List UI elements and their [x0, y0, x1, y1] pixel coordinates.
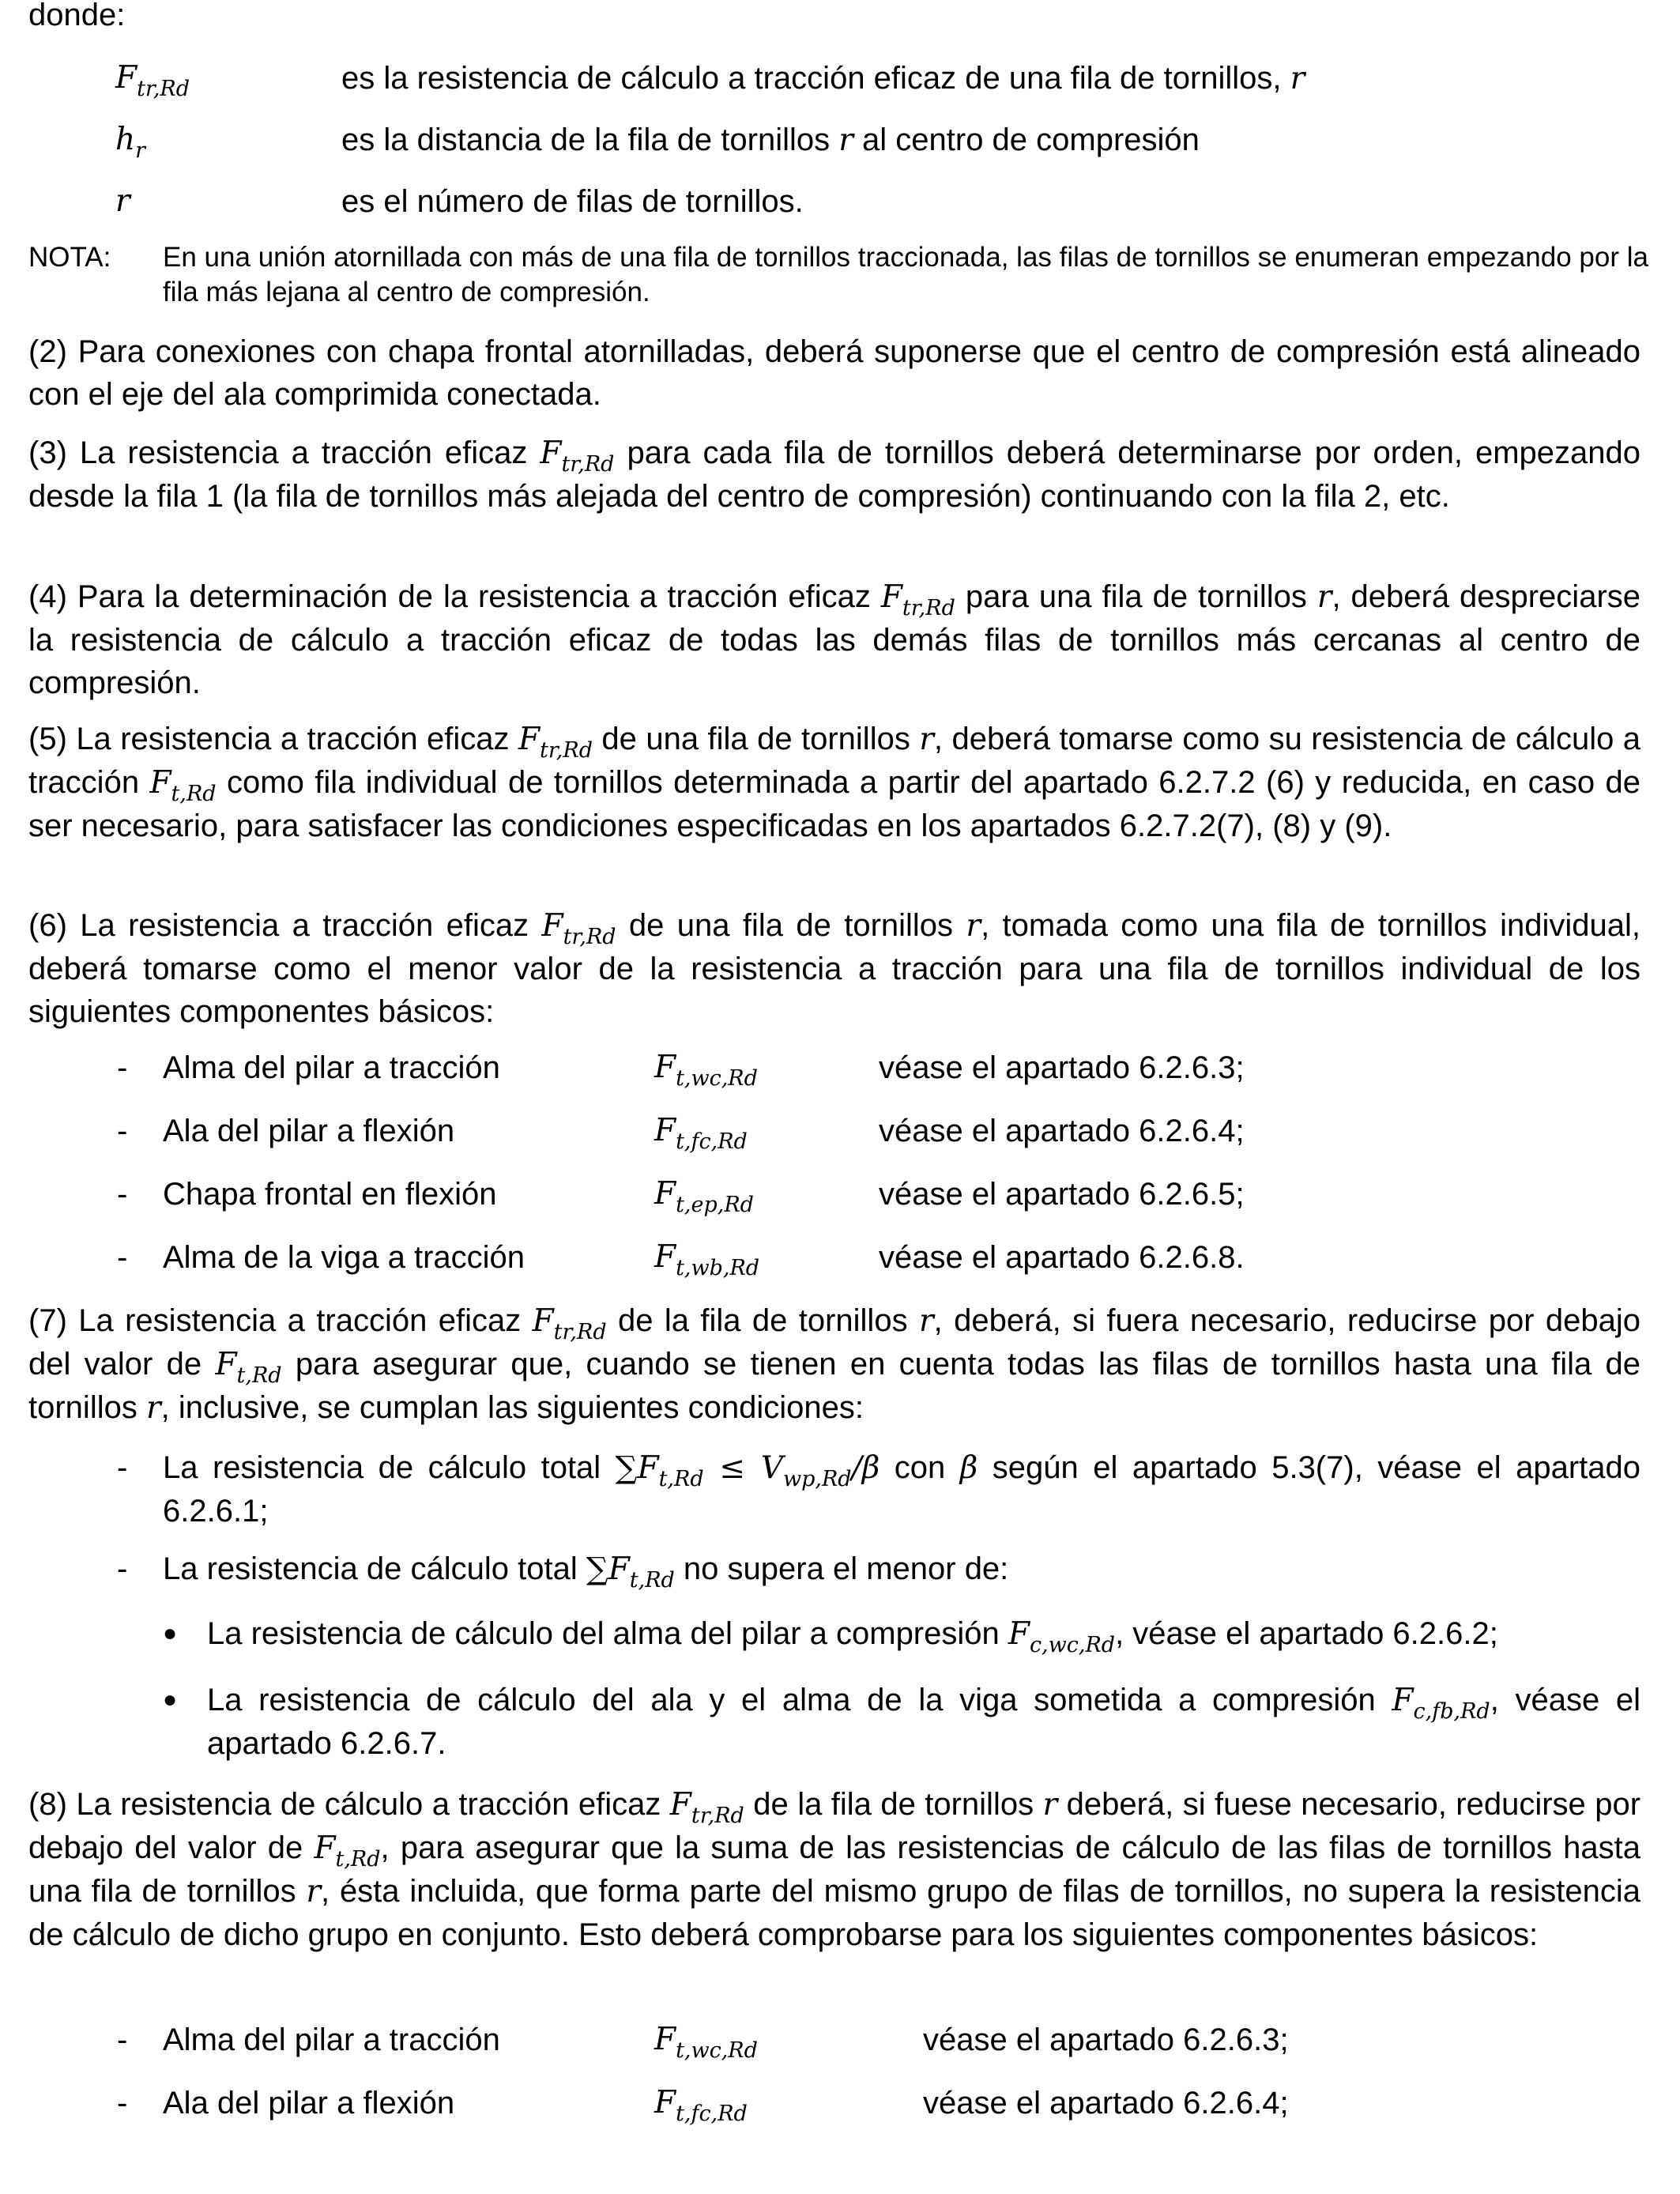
- symbol-F-t-Rd: $F_{t,Rd}$: [149, 765, 217, 806]
- symbol-F-tr-Rd: $F_{tr,Rd}$: [541, 908, 616, 949]
- symbol-F-tr-Rd: $F_{tr,Rd}$: [880, 579, 955, 620]
- intro-text: donde:: [28, 0, 126, 32]
- paragraph-2: (2) Para conexiones con chapa frontal atornilladas, deberá suponerse que el centro de compresión está alineado con el eje del ala comprimida conectada.: [28, 334, 1640, 412]
- definition-symbol: $h_r$: [115, 122, 146, 163]
- component-row: - Alma del pilar a tracción $F_{t,wc,Rd}$ véase el apartado 6.2.6.3;: [117, 1050, 1245, 1091]
- definition-row: [0, 119, 1680, 166]
- component-row: - Chapa frontal en flexión $F_{t,ep,Rd}$ véase el apartado 6.2.6.5;: [117, 1176, 1245, 1217]
- component-row: - Ala del pilar a flexión $F_{t,fc,Rd}$ véase el apartado 6.2.6.4;: [117, 1113, 1245, 1154]
- symbol-F-tr-Rd: $F_{tr,Rd}$: [669, 1787, 744, 1828]
- component-row: - Alma del pilar a tracción $F_{t,wc,Rd}$ véase el apartado 6.2.6.3;: [117, 2022, 1289, 2063]
- paragraph-4: (4) Para la determinación de la resistencia a tracción eficaz $F_{tr,Rd}$ para una fila de tornillos r, deberá despreciarse la resistencia de cálculo a tracción eficaz de todas las demás filas de tornillos más cercanas al centro de compresión.: [28, 579, 1641, 700]
- definition-row: [0, 180, 1680, 228]
- condition-2: La resistencia de cálculo total $\sum F_{t,Rd}$ no supera el menor de:: [163, 1551, 1009, 1593]
- symbol-F-t-Rd: $F_{t,Rd}$: [215, 1347, 282, 1388]
- bullet-2: La resistencia de cálculo del ala y el alma de la viga sometida a compresión $F_{c,fb,Rd}$, véase el apartado 6.2.6.7.: [207, 1683, 1640, 1761]
- bullet-dot: ●: [163, 1620, 178, 1646]
- note-text: En una unión atornillada con más de una fila de tornillos traccionada, las filas de tornillos se enumeran empezando por la fila más lejana al centro de compresión.: [163, 242, 1648, 307]
- bullet-dot: ●: [163, 1687, 178, 1713]
- component-row: - Alma de la viga a tracción $F_{t,wb,Rd}$ véase el apartado 6.2.6.8.: [117, 1239, 1245, 1280]
- symbol-F-c-wc-Rd: $F_{c,wc,Rd}$: [1008, 1616, 1116, 1657]
- component-row: - Ala del pilar a flexión $F_{t,fc,Rd}$ véase el apartado 6.2.6.4;: [117, 2085, 1289, 2126]
- paragraph-3: (3) La resistencia a tracción eficaz $F_{tr,Rd}$ para cada fila de tornillos deberá determinarse por orden, empezando desde la fila 1 (la fila de tornillos más alejada del centro de compresión) continuando con la fila 2, etc.: [28, 435, 1640, 514]
- symbol-F-tr-Rd: $F_{tr,Rd}$: [518, 722, 593, 763]
- list-dash: -: [117, 1450, 128, 1485]
- paragraph-5: (5) La resistencia a tracción eficaz $F_{tr,Rd}$ de una fila de tornillos r, deberá tomarse como su resistencia de cálculo a tracción $F_{t,Rd}$ como fila individual de tornillos determinada a partir del apartado 6.2.7.2 (6) y reducida, en caso de ser necesario, para satisfacer las condiciones especificadas en los apartados 6.2.7.2(7), (8) y (9).: [28, 722, 1641, 843]
- formula-sum: $\sum F_{t,Rd} \le V_{wp,Rd}/\beta$: [615, 1450, 880, 1491]
- bullet-1: La resistencia de cálculo del alma del pilar a compresión $F_{c,wc,Rd}$, véase el apartado 6.2.6.2;: [207, 1616, 1498, 1657]
- symbol-F-c-fb-Rd: $F_{c,fb,Rd}$: [1392, 1683, 1490, 1724]
- definition-row: [0, 57, 1680, 104]
- definition-symbol: r: [115, 183, 130, 219]
- definition-text: es la resistencia de cálculo a tracción eficaz de una fila de tornillos, r: [341, 61, 1305, 96]
- formula-sum: $\sum F_{t,Rd}$: [586, 1551, 675, 1593]
- definition-text: es la distancia de la fila de tornillos r al centro de compresión: [341, 123, 1200, 158]
- paragraph-7: (7) La resistencia a tracción eficaz $F_{tr,Rd}$ de la fila de tornillos r, deberá, si fuera necesario, reducirse por debajo del valor de $F_{t,Rd}$ para asegurar que, cuando se tienen en cuenta todas las filas de tornillos hasta una fila de tornillos r, inclusive, se cumplan las siguientes condiciones:: [28, 1303, 1640, 1426]
- symbol-F-tr-Rd: $F_{tr,Rd}$: [532, 1303, 607, 1344]
- list-dash: -: [117, 1551, 128, 1586]
- condition-1: La resistencia de cálculo total $\sum F_{t,Rd} \le V_{wp,Rd}/\beta$ con β según el apartado 5.3(7), véase el apartado 6.2.6.1;: [163, 1450, 1641, 1529]
- definition-text: es el número de filas de tornillos.: [341, 184, 804, 219]
- definition-symbol: $F_{tr,Rd}$: [115, 60, 190, 101]
- symbol-F-t-Rd: $F_{t,Rd}$: [314, 1830, 381, 1872]
- paragraph-6: (6) La resistencia a tracción eficaz $F_{tr,Rd}$ de una fila de tornillos r, tomada como una fila de tornillos individual, deberá tomarse como el menor valor de la resistencia a tracción para una fila de tornillos individual de los siguientes componentes básicos:: [28, 908, 1640, 1029]
- symbol-F-tr-Rd: $F_{tr,Rd}$: [540, 435, 615, 477]
- note-label: NOTA:: [28, 242, 111, 273]
- paragraph-8: (8) La resistencia de cálculo a tracción eficaz $F_{tr,Rd}$ de la fila de tornillos r deberá, si fuese necesario, reducirse por debajo del valor de $F_{t,Rd}$, para asegurar que la suma de las resistencias de cálculo de las filas de tornillos hasta una fila de tornillos r, ésta incluida, que forma parte del mismo grupo de filas de tornillos, no supera la resistencia de cálculo de dicho grupo en conjunto. Esto deberá comprobarse para los siguientes componentes básicos:: [28, 1787, 1641, 1952]
